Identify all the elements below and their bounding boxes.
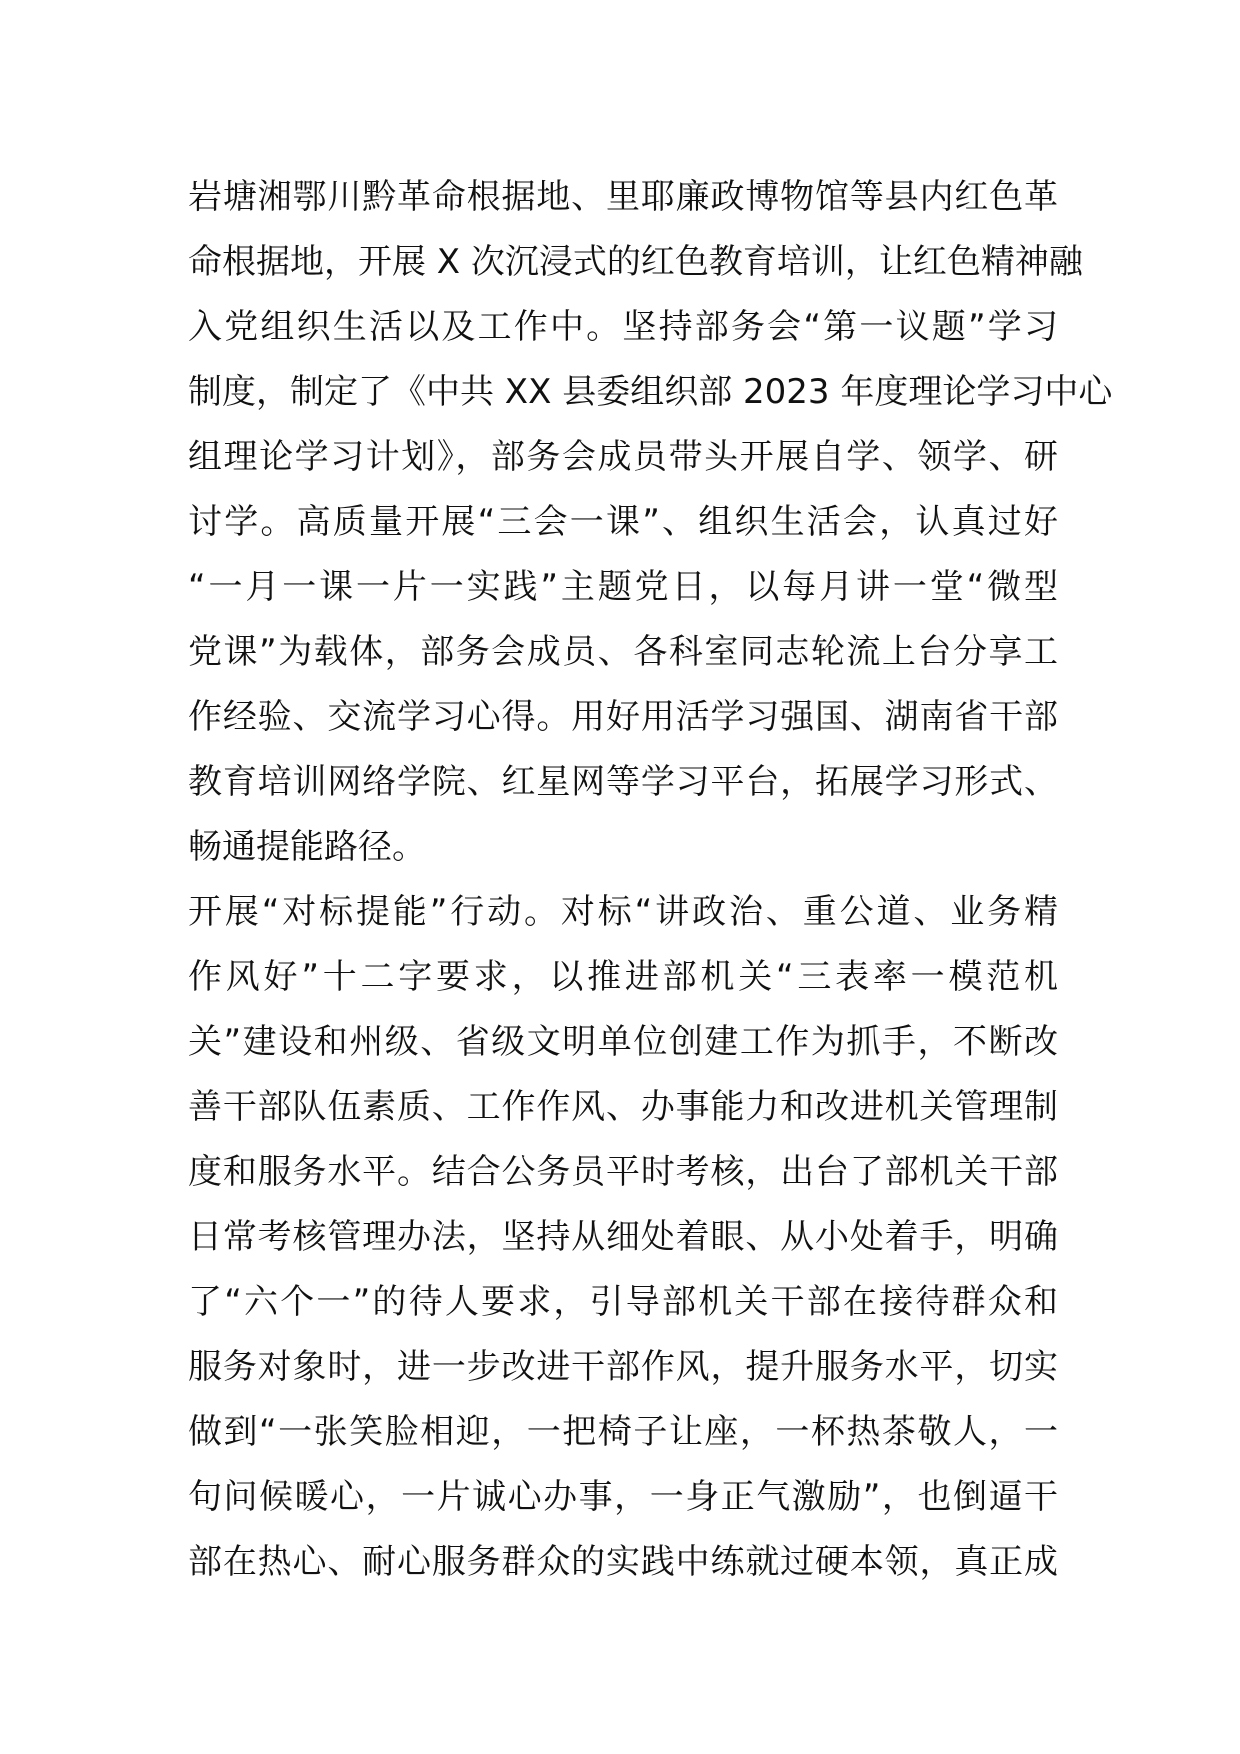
text-line: 党课”为载体，部务会成员、各科室同志轮流上台分享工 bbox=[188, 632, 1058, 672]
text-line: 服务对象时，进一步改进干部作风，提升服务水平，切实 bbox=[188, 1347, 1058, 1387]
text-line: 部在热心、耐心服务群众的实践中练就过硬本领，真正成 bbox=[188, 1542, 1058, 1582]
text-line: 开展“对标提能”行动。对标“讲政治、重公道、业务精 bbox=[188, 892, 1058, 932]
text-line: 作风好”十二字要求，以推进部机关“三表率一模范机 bbox=[188, 957, 1058, 997]
text-line: 了“六个一”的待人要求，引导部机关干部在接待群众和 bbox=[188, 1282, 1058, 1322]
text-line: “一月一课一片一实践”主题党日，以每月讲一堂“微型 bbox=[188, 567, 1058, 607]
text-line: 入党组织生活以及工作中。坚持部务会“第一议题”学习 bbox=[188, 307, 1058, 347]
text-line: 日常考核管理办法，坚持从细处着眼、从小处着手，明确 bbox=[188, 1217, 1058, 1257]
paragraph-1 bbox=[188, 165, 1113, 880]
text-line: 作经验、交流学习心得。用好用活学习强国、湖南省干部 bbox=[188, 697, 1058, 737]
text-line: 制度，制定了《中共 XX 县委组织部 2023 年度理论学习中心 bbox=[188, 372, 1113, 412]
text-line: 句问候暖心，一片诚心办事，一身正气激励”，也倒逼干 bbox=[188, 1477, 1058, 1517]
text-line: 善干部队伍素质、工作作风、办事能力和改进机关管理制 bbox=[188, 1087, 1058, 1127]
text-line: 畅通提能路径。 bbox=[188, 827, 426, 867]
text-line: 教育培训网络学院、红星网等学习平台，拓展学习形式、 bbox=[188, 762, 1058, 802]
text-line: 度和服务水平。结合公务员平时考核，出台了部机关干部 bbox=[188, 1152, 1058, 1192]
text-line: 关”建设和州级、省级文明单位创建工作为抓手，不断改 bbox=[188, 1022, 1058, 1062]
text-line: 命根据地，开展 X 次沉浸式的红色教育培训，让红色精神融 bbox=[188, 242, 1083, 282]
text-line: 讨学。高质量开展“三会一课”、组织生活会，认真过好 bbox=[188, 502, 1058, 542]
text-line: 做到“一张笑脸相迎，一把椅子让座，一杯热茶敬人，一 bbox=[188, 1412, 1058, 1452]
text-line: 岩塘湘鄂川黔革命根据地、里耶廉政博物馆等县内红色革 bbox=[188, 177, 1058, 217]
body-text bbox=[188, 165, 1113, 1595]
text-line: 组理论学习计划》，部务会成员带头开展自学、领学、研 bbox=[188, 437, 1058, 477]
paragraph-2 bbox=[188, 880, 1058, 1595]
